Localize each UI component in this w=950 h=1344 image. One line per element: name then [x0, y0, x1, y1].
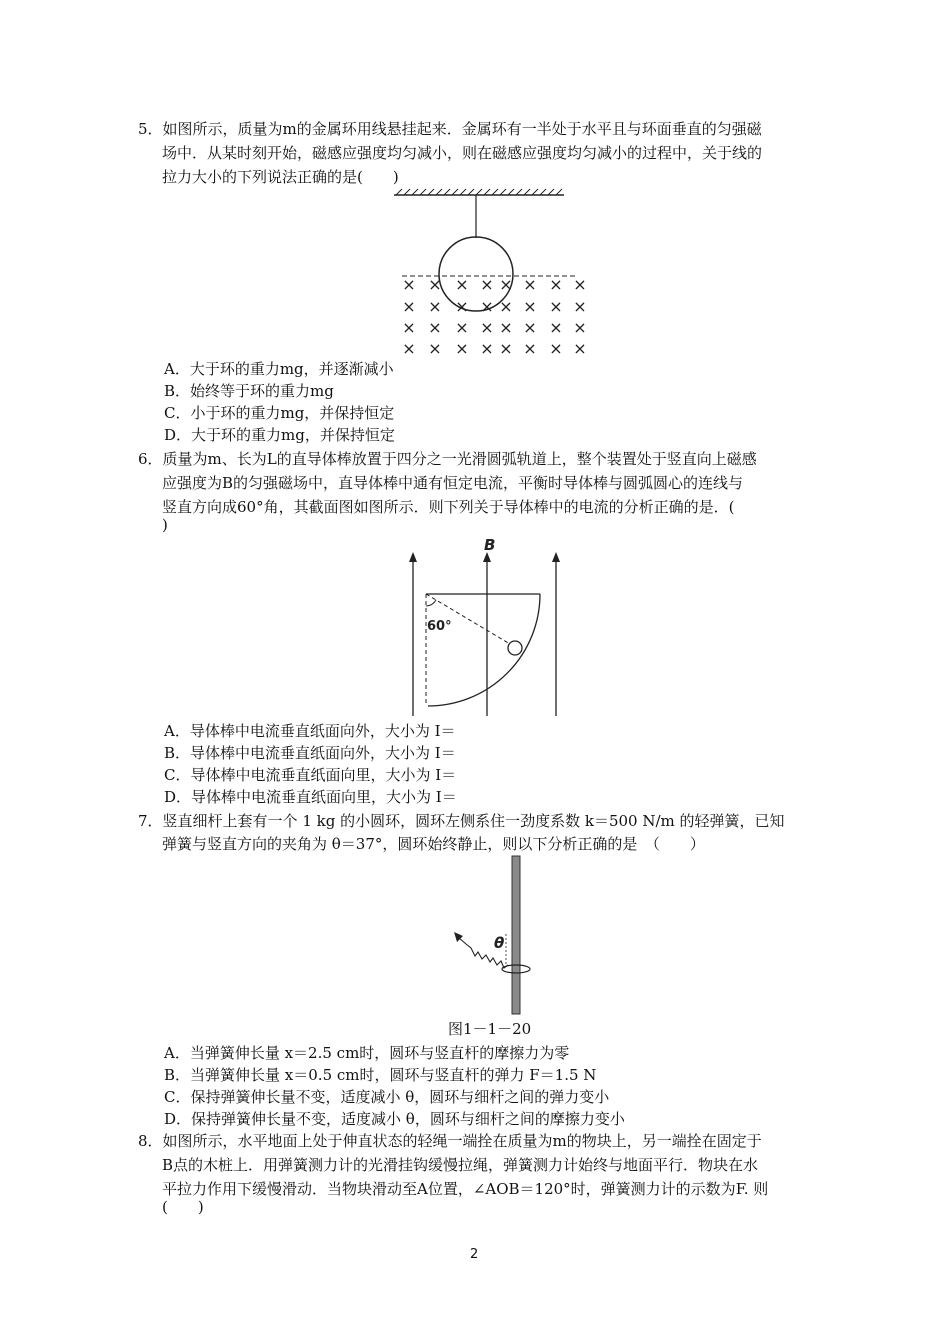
- q5-option-c: C．小于环的重力mg，并保持恒定: [164, 404, 395, 422]
- svg-text:×: ×: [499, 318, 513, 337]
- q6-option-b: B．导体棒中电流垂直纸面向外，大小为 I＝: [164, 744, 456, 762]
- q8-stem-line-1: 8．如图所示，水平地面上处于伸直状态的轻绳一端拴在质量为m的物块上，另一端拴在固定于: [138, 1132, 762, 1150]
- svg-text:×: ×: [523, 297, 537, 316]
- svg-text:×: ×: [480, 318, 494, 337]
- svg-text:×: ×: [573, 318, 587, 337]
- q5-option-b: B．始终等于环的重力mg: [164, 382, 334, 400]
- q8-stem-line-2: B点的木桩上．用弹簧测力计的光滑挂钩缓慢拉绳，弹簧测力计始终与地面平行．物块在水: [162, 1156, 759, 1174]
- q6-angle-label: 60°: [427, 619, 452, 634]
- q7-stem-line-2: 弹簧与竖直方向的夹角为 θ＝37°，圆环始终静止，则以下分析正确的是 （ ）: [162, 835, 705, 853]
- q8-stem-line-4: ( ): [162, 1198, 204, 1216]
- svg-text:×: ×: [523, 275, 537, 294]
- svg-text:×: ×: [455, 275, 469, 294]
- q7-option-a: A．当弹簧伸长量 x＝2.5 cm时，圆环与竖直杆的摩擦力为零: [164, 1044, 570, 1062]
- svg-text:×: ×: [428, 339, 442, 358]
- svg-text:×: ×: [549, 318, 563, 337]
- q6-option-d: D．导体棒中电流垂直纸面向里，大小为 I＝: [164, 788, 457, 806]
- svg-text:×: ×: [480, 297, 494, 316]
- q6-field-label: B: [484, 536, 496, 554]
- svg-text:×: ×: [549, 297, 563, 316]
- q7-option-c: C．保持弹簧伸长量不变，适度减小 θ，圆环与细杆之间的弹力变小: [164, 1088, 610, 1106]
- q6-stem-line-4: ): [162, 516, 168, 534]
- q5-stem-line-2: 场中．从某时刻开始，磁感应强度均匀减小，则在磁感应强度均匀减小的过程中，关于线的: [162, 144, 763, 162]
- q7-theta-label: θ: [494, 934, 505, 952]
- svg-text:×: ×: [402, 318, 416, 337]
- q6-stem-line-3: 竖直方向成60°角，其截面图如图所示．则下列关于导体棒中的电流的分析正确的是．(: [162, 498, 735, 516]
- svg-text:×: ×: [428, 318, 442, 337]
- svg-text:×: ×: [428, 297, 442, 316]
- q5-ring-in-magnetic-field-figure: [390, 186, 600, 361]
- svg-text:×: ×: [455, 318, 469, 337]
- q5-option-a: A．大于环的重力mg，并逐渐减小: [164, 360, 394, 378]
- svg-text:×: ×: [573, 339, 587, 358]
- q6-stem-line-1: 6．质量为m、长为L的直导体棒放置于四分之一光滑圆弧轨道上，整个装置处于竖直向上磁感: [138, 450, 757, 468]
- page-number: 2: [470, 1247, 479, 1262]
- svg-text:×: ×: [499, 297, 513, 316]
- q5-stem-line-3: 拉力大小的下列说法正确的是( ): [162, 168, 399, 186]
- svg-text:×: ×: [402, 297, 416, 316]
- q7-option-b: B．当弹簧伸长量 x＝0.5 cm时，圆环与竖直杆的弹力 F＝1.5 N: [164, 1066, 597, 1084]
- q8-stem-line-3: 平拉力作用下缓慢滑动．当物块滑动至A位置，∠AOB＝120°时，弹簧测力计的示数为F. 则: [162, 1180, 769, 1198]
- svg-text:×: ×: [499, 275, 513, 294]
- svg-text:×: ×: [455, 339, 469, 358]
- q7-option-d: D．保持弹簧伸长量不变，适度减小 θ，圆环与细杆之间的摩擦力变小: [164, 1110, 625, 1128]
- svg-text:×: ×: [523, 339, 537, 358]
- q6-stem-line-2: 应强度为B的匀强磁场中，直导体棒中通有恒定电流，平衡时导体棒与圆弧圆心的连线与: [162, 474, 744, 492]
- svg-text:×: ×: [549, 339, 563, 358]
- q6-arc-track-figure: [400, 532, 570, 718]
- svg-text:×: ×: [428, 275, 442, 294]
- q5-stem-line-1: 5．如图所示，质量为m的金属环用线悬挂起来．金属环有一半处于水平且与环面垂直的匀强磁: [138, 120, 762, 138]
- svg-text:×: ×: [549, 275, 563, 294]
- svg-text:×: ×: [455, 297, 469, 316]
- q5-option-d: D．大于环的重力mg，并保持恒定: [164, 426, 395, 444]
- q7-stem-line-1: 7．竖直细杆上套有一个 1 kg 的小圆环，圆环左侧系住一劲度系数 k＝500 N/m 的轻弹簧，已知: [138, 812, 785, 830]
- svg-text:×: ×: [480, 275, 494, 294]
- svg-text:×: ×: [573, 297, 587, 316]
- svg-text:×: ×: [573, 275, 587, 294]
- svg-text:×: ×: [523, 318, 537, 337]
- svg-text:×: ×: [499, 339, 513, 358]
- svg-text:×: ×: [402, 339, 416, 358]
- q6-option-a: A．导体棒中电流垂直纸面向外，大小为 I＝: [164, 722, 456, 740]
- q7-rod-spring-figure: [446, 852, 556, 1017]
- q7-figure-caption: 图1－1－20: [448, 1020, 532, 1038]
- svg-text:×: ×: [402, 275, 416, 294]
- q6-option-c: C．导体棒中电流垂直纸面向里，大小为 I＝: [164, 766, 457, 784]
- svg-text:×: ×: [480, 339, 494, 358]
